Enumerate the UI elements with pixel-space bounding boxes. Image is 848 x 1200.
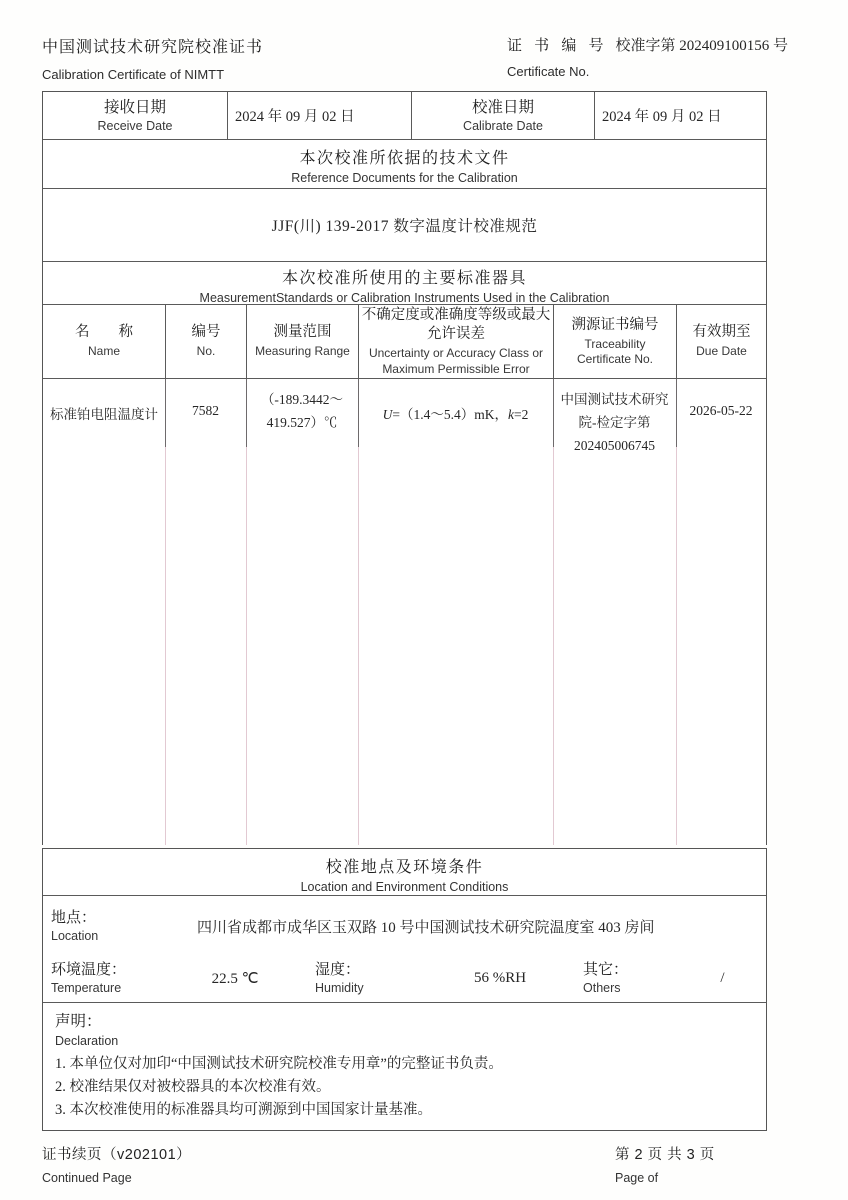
declaration-label-cn: 声明： — [55, 1013, 102, 1030]
declaration-section — [43, 1002, 766, 1130]
col-due-cn: 有效期至 — [692, 324, 751, 341]
receive-date-value: 2024 年 09 月 02 日 — [227, 92, 411, 139]
receive-date-label-cell — [43, 92, 227, 139]
declaration-items — [55, 1053, 754, 1122]
calibrate-date-label-cn: 校准日期 — [471, 98, 534, 116]
col-uncertainty-en: Uncertainty or Accuracy Class or Maximum Permissible Error — [368, 346, 544, 376]
temperature-value: 22.5 ℃ — [211, 970, 259, 987]
column-header-traceability — [553, 305, 676, 378]
column-header-name — [43, 305, 165, 378]
humidity-label-en: Humidity — [315, 981, 364, 995]
doc-header — [42, 34, 807, 82]
page-footer — [42, 1143, 767, 1185]
environment-section-title — [43, 849, 766, 896]
environment-title-cn: 校准地点及环境条件 — [325, 859, 484, 876]
col-name-cn: 名 称 — [75, 324, 133, 341]
main-table — [42, 91, 767, 845]
traceability-cert-no: 中国测试技术研究院-检定字第 202405006745 — [560, 392, 669, 453]
col-traceability-en: Traceability Certificate No. — [576, 336, 654, 366]
reference-document-row — [43, 188, 766, 261]
uncertainty-value — [358, 379, 553, 845]
uncertainty-u-symbol: U — [382, 407, 393, 422]
standards-data-row — [43, 378, 766, 845]
others-label-en: Others — [583, 981, 621, 995]
continued-page-label-en: Continued Page — [42, 1171, 132, 1185]
reference-document-text: JJF(川) 139-2017 数字温度计校准规范 — [271, 218, 538, 235]
receive-date-label-en: Receive Date — [97, 118, 173, 133]
certificate-number-label: 证 书 编 号 — [507, 37, 608, 54]
col-uncertainty-cn: 不确定度或准确度等级或最大允许误差 — [361, 307, 551, 342]
doc-title-block — [42, 34, 263, 82]
humidity-label — [315, 953, 417, 1003]
declaration-item: 2. 校准结果仅对被校器具的本次校准有效。 — [55, 1079, 331, 1095]
uncertainty-mid: =（1.4～5.4）mK， — [392, 407, 508, 422]
instrument-no: 7582 — [192, 403, 219, 418]
col-no-en: No. — [196, 344, 216, 359]
location-label — [43, 901, 155, 951]
temperature-label-cn: 环境温度： — [51, 961, 127, 978]
location-label-cn: 地点： — [51, 909, 97, 926]
doc-title-cn: 中国测试技术研究院校准证书 — [42, 39, 264, 56]
standards-title-en: MeasurementStandards or Calibration Instruments Used in the Calibration — [199, 291, 610, 305]
col-name-en: Name — [87, 344, 120, 359]
declaration-item: 3. 本次校准使用的标准器具均可溯源到中国国家计量基准。 — [55, 1102, 432, 1118]
reference-title-cn: 本次校准所依据的技术文件 — [299, 150, 510, 167]
page-number-en: Page of — [615, 1171, 659, 1185]
uncertainty-k-symbol: k — [508, 407, 514, 422]
humidity-label-cn: 湿度： — [315, 961, 361, 978]
page-number-cn: 第 2 页 共 3 页 — [615, 1147, 715, 1163]
dates-row — [43, 92, 766, 139]
standards-header-row — [43, 304, 766, 378]
continued-page-label-cn: 证书续页（v202101） — [42, 1147, 192, 1163]
reference-title-en: Reference Documents for the Calibration — [291, 171, 518, 185]
location-value: 四川省成都市成华区玉双路 10 号中国测试技术研究院温度室 403 房间 — [197, 919, 655, 936]
others-label-cn: 其它： — [583, 961, 629, 978]
calibrate-date-label-en: Calibrate Date — [463, 118, 543, 133]
doc-title-en: Calibration Certificate of NIMTT — [42, 67, 225, 82]
col-due-en: Due Date — [696, 344, 747, 359]
footer-left-block — [42, 1143, 191, 1185]
uncertainty-tail: =2 — [514, 407, 529, 422]
others-value: / — [720, 969, 725, 986]
col-range-en: Measuring Range — [255, 344, 350, 359]
col-traceability-cn: 溯源证书编号 — [571, 316, 659, 333]
col-no-cn: 编号 — [191, 324, 221, 341]
footer-right-block — [615, 1143, 767, 1185]
others-label — [583, 953, 679, 1003]
reference-section-title — [43, 139, 766, 188]
certificate-number-value: 校准字第 202409100156 号 — [615, 38, 789, 54]
standards-section-title — [43, 261, 766, 304]
humidity-value: 56 %RH — [473, 969, 527, 986]
environment-table — [42, 848, 767, 1131]
environment-conditions-row — [43, 953, 766, 1003]
receive-date-label-cn: 接收日期 — [103, 98, 166, 116]
calibrate-date-label-cell — [411, 92, 594, 139]
certificate-number-line — [507, 34, 807, 55]
column-header-no — [165, 305, 246, 378]
declaration-label-en: Declaration — [55, 1034, 119, 1048]
column-header-due — [676, 305, 766, 378]
temperature-label — [43, 953, 155, 1003]
column-header-uncertainty — [358, 305, 553, 378]
standards-title-cn: 本次校准所使用的主要标准器具 — [281, 270, 527, 287]
measuring-range: （-189.3442～419.527）℃ — [260, 392, 344, 430]
location-row — [43, 901, 766, 951]
environment-title-en: Location and Environment Conditions — [300, 880, 509, 894]
col-range-cn: 测量范围 — [273, 324, 332, 341]
column-header-range — [246, 305, 358, 378]
location-label-en: Location — [51, 929, 99, 943]
environment-body — [43, 896, 766, 1002]
instrument-name: 标准铂电阻温度计 — [50, 407, 158, 422]
temperature-label-en: Temperature — [51, 981, 122, 995]
calibrate-date-value: 2024 年 09 月 02 日 — [594, 92, 766, 139]
declaration-item: 1. 本单位仅对加印“中国测试技术研究院校准专用章”的完整证书负责。 — [55, 1056, 503, 1072]
certificate-number-label-en: Certificate No. — [507, 64, 590, 79]
certificate-number-block — [507, 34, 807, 79]
due-date: 2026-05-22 — [689, 403, 753, 418]
